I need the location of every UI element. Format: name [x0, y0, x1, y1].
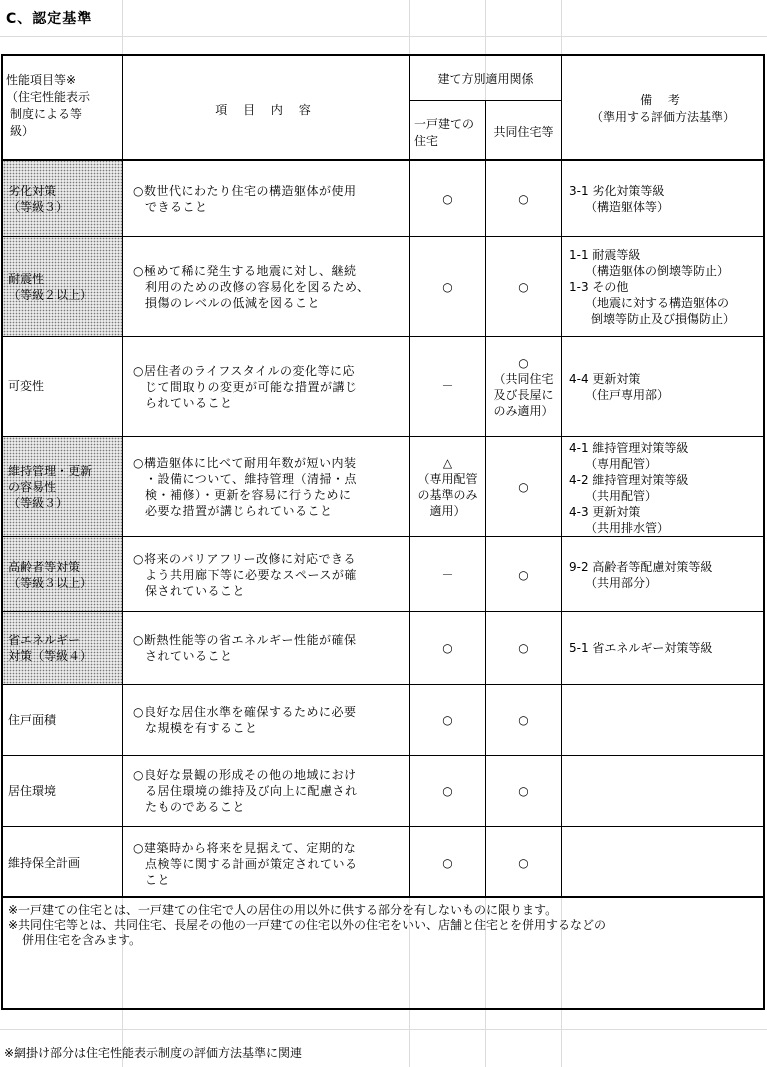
detached-mark: △ （専用配管 の基準のみ 適用） [417, 456, 478, 518]
row-category: 維持保全計画 [8, 856, 81, 870]
detached-mark: ○ [442, 280, 453, 294]
row-category: 可変性 [8, 379, 45, 393]
collective-mark: ○ [518, 713, 529, 727]
grid-line [0, 36, 767, 37]
row-content: ○居住者のライフスタイルの変化等に応 じて間取りの変更が可能な措置が講じ られていること [133, 364, 358, 410]
row-category: 劣化対策 （等級３） [8, 184, 69, 214]
detached-mark: ○ [442, 713, 453, 727]
detached-mark: ○ [442, 192, 453, 206]
row-content: ○数世代にわたり住宅の構造躯体が使用 できること [133, 184, 357, 214]
detached-mark: － [441, 379, 454, 393]
collective-mark: ○ （共同住宅 及び長屋に のみ適用） [493, 356, 554, 418]
collective-mark: ○ [518, 280, 529, 294]
row-content: ○断熱性能等の省エネルギー性能が確保 されていること [133, 633, 357, 663]
header-detached: 一戸建ての 住宅 [414, 117, 475, 148]
row-category: 住戸面積 [8, 713, 57, 727]
footer-note: ※網掛け部分は住宅性能表示制度の評価方法基準に関連 [4, 1046, 303, 1060]
grid-line [0, 1029, 767, 1030]
detached-mark: － [441, 568, 454, 582]
row-remarks: 4-4 更新対策 （住戸専用部） [569, 372, 670, 402]
header-collective: 共同住宅等 [493, 125, 554, 139]
row-category: 省エネルギー 対策（等級４） [8, 633, 93, 663]
row-content: ○良好な居住水準を確保するために必要 な規模を有すること [133, 705, 357, 735]
collective-mark: ○ [518, 641, 529, 655]
notes: ※一戸建ての住宅とは、一戸建ての住宅で人の居住の用以外に供する部分を有しないものに限ります。 ※共同住宅等とは、共同住宅、長屋その他の一戸建ての住宅以外の住宅をいい、店舗と住宅とを併用するなどの 併用住宅を含みます。 [8, 903, 607, 947]
collective-mark: ○ [518, 856, 529, 870]
detached-mark: ○ [442, 856, 453, 870]
row-content: ○良好な景観の形成その他の地域におけ る居住環境の維持及び向上に配慮され たものであること [133, 768, 358, 814]
collective-mark: ○ [518, 480, 529, 494]
row-content: ○極めて稀に発生する地震に対し、継続 利用のための改修の容易化を図るため、 損傷のレベルの低減を図ること [133, 264, 370, 310]
header-applicability: 建て方別適用関係 [437, 72, 534, 86]
row-remarks: 9-2 高齢者等配慮対策等級 （共用部分） [569, 560, 713, 590]
page-title: C、認定基準 [6, 11, 93, 27]
row-category: 居住環境 [8, 784, 57, 798]
detached-mark: ○ [442, 641, 453, 655]
detached-mark: ○ [442, 784, 453, 798]
row-category: 高齢者等対策 （等級３以上） [8, 560, 93, 590]
row-remarks: 1-1 耐震等級 （構造躯体の倒壊等防止） 1-3 その他 （地震に対する構造躯体の 倒壊等防止及び損傷防止） [569, 248, 736, 326]
row-category: 維持管理・更新 の容易性 （等級３） [8, 464, 93, 510]
row-category: 耐震性 （等級２以上） [8, 272, 93, 302]
row-content: ○建築時から将来を見据えて、定期的な 点検等に関する計画が策定されている こと [133, 841, 358, 887]
collective-mark: ○ [518, 784, 529, 798]
row-remarks: 4-1 維持管理対策等級 （専用配管） 4-2 維持管理対策等級 （共用配管） 4-3 更新対策 （共用排水管） [569, 441, 689, 535]
row-content: ○構造躯体に比べて耐用年数が短い内装 ・設備について、維持管理（清掃・点 検・補修）・更新を容易に行うために 必要な措置が講じられていること [133, 456, 358, 518]
header-remarks: 備 考 （準用する評価方法基準） [590, 93, 735, 124]
collective-mark: ○ [518, 568, 529, 582]
header-category: 性能項目等※ （住宅性能表示 制度による等 級） [6, 73, 91, 138]
header-content: 項 目 内 容 [215, 103, 317, 117]
row-content: ○将来のバリアフリー改修に対応できる よう共用廊下等に必要なスペースが確 保されていること [133, 552, 357, 598]
row-remarks: 3-1 劣化対策等級 （構造躯体等） [569, 184, 670, 214]
collective-mark: ○ [518, 192, 529, 206]
row-remarks: 5-1 省エネルギー対策等級 [569, 641, 713, 655]
